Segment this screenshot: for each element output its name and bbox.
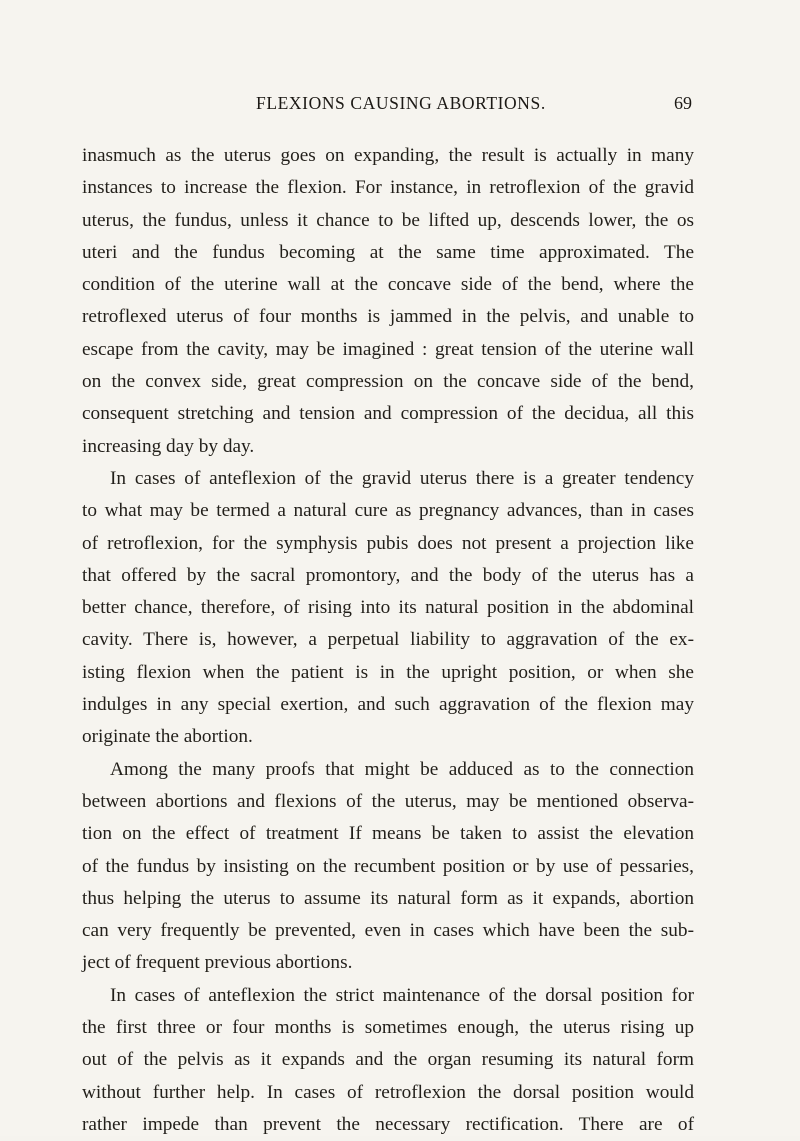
text-line: condition of the uterine wall at the concave side of the bend, where the [82, 274, 694, 296]
text-line: tion on the effect of treatment If means be taken to assist the elevation [82, 823, 694, 845]
text-line: retroflexed uterus of four months is jammed in the pelvis, and unable to [82, 306, 694, 328]
text-line: of retroflexion, for the symphysis pubis does not present a projection like [82, 532, 694, 554]
text-line: indulges in any special exertion, and such aggravation of the flexion may [82, 694, 694, 716]
text-line: that offered by the sacral promontory, and the body of the uterus has a [82, 564, 694, 586]
text-line: cavity. There is, however, a perpetual liability to aggravation of the ex- [82, 629, 694, 651]
text-line: isting flexion when the patient is in the upright position, or when she [82, 661, 694, 683]
text-line: In cases of anteflexion the strict maintenance of the dorsal position for [110, 984, 694, 1006]
text-line: inasmuch as the uterus goes on expanding, the result is actually in many [82, 145, 694, 166]
text-line: rather impede than prevent the necessary rectification. There are of [82, 1113, 694, 1135]
text-line: uterus, the fundus, unless it chance to be lifted up, descends lower, the os [82, 209, 694, 231]
text-line: better chance, therefore, of rising into its natural position in the abdominal [82, 597, 694, 619]
body-text [82, 140, 694, 1141]
text-line: on the convex side, great compression on the concave side of the bend, [82, 371, 694, 393]
text-line: thus helping the uterus to assume its natural form as it expands, abortion [82, 887, 694, 909]
text-line: can very frequently be prevented, even in cases which have been the sub- [82, 920, 694, 942]
text-line: the first three or four months is sometimes enough, the uterus rising up [82, 1017, 694, 1039]
text-line: instances to increase the flexion. For instance, in retroflexion of the gravid [82, 177, 694, 199]
text-line: to what may be termed a natural cure as pregnancy advances, than in cases [82, 500, 694, 522]
text-line: increasing day by day. [82, 435, 255, 457]
page-number: 69 [674, 93, 692, 113]
text-line: In cases of anteflexion of the gravid uterus there is a greater tendency [110, 467, 694, 489]
page-header [82, 93, 692, 117]
text-line: consequent stretching and tension and compression of the decidua, all this [82, 403, 694, 425]
text-line: ject of frequent previous abortions. [82, 952, 353, 974]
text-line: Among the many proofs that might be adduced as to the connection [110, 758, 694, 780]
text-line: originate the abortion. [82, 726, 253, 748]
running-head: FLEXIONS CAUSING ABORTIONS. [256, 93, 546, 113]
text-line: between abortions and flexions of the uterus, may be mentioned observa- [82, 790, 694, 812]
text-line: out of the pelvis as it expands and the organ resuming its natural form [82, 1049, 694, 1071]
text-line: without further help. In cases of retroflexion the dorsal position would [82, 1081, 694, 1103]
text-line: escape from the cavity, may be imagined : great tension of the uterine wall [82, 338, 694, 360]
text-line: of the fundus by insisting on the recumbent position or by use of pessaries, [82, 855, 694, 877]
text-line: uteri and the fundus becoming at the same time approximated. The [82, 241, 694, 263]
